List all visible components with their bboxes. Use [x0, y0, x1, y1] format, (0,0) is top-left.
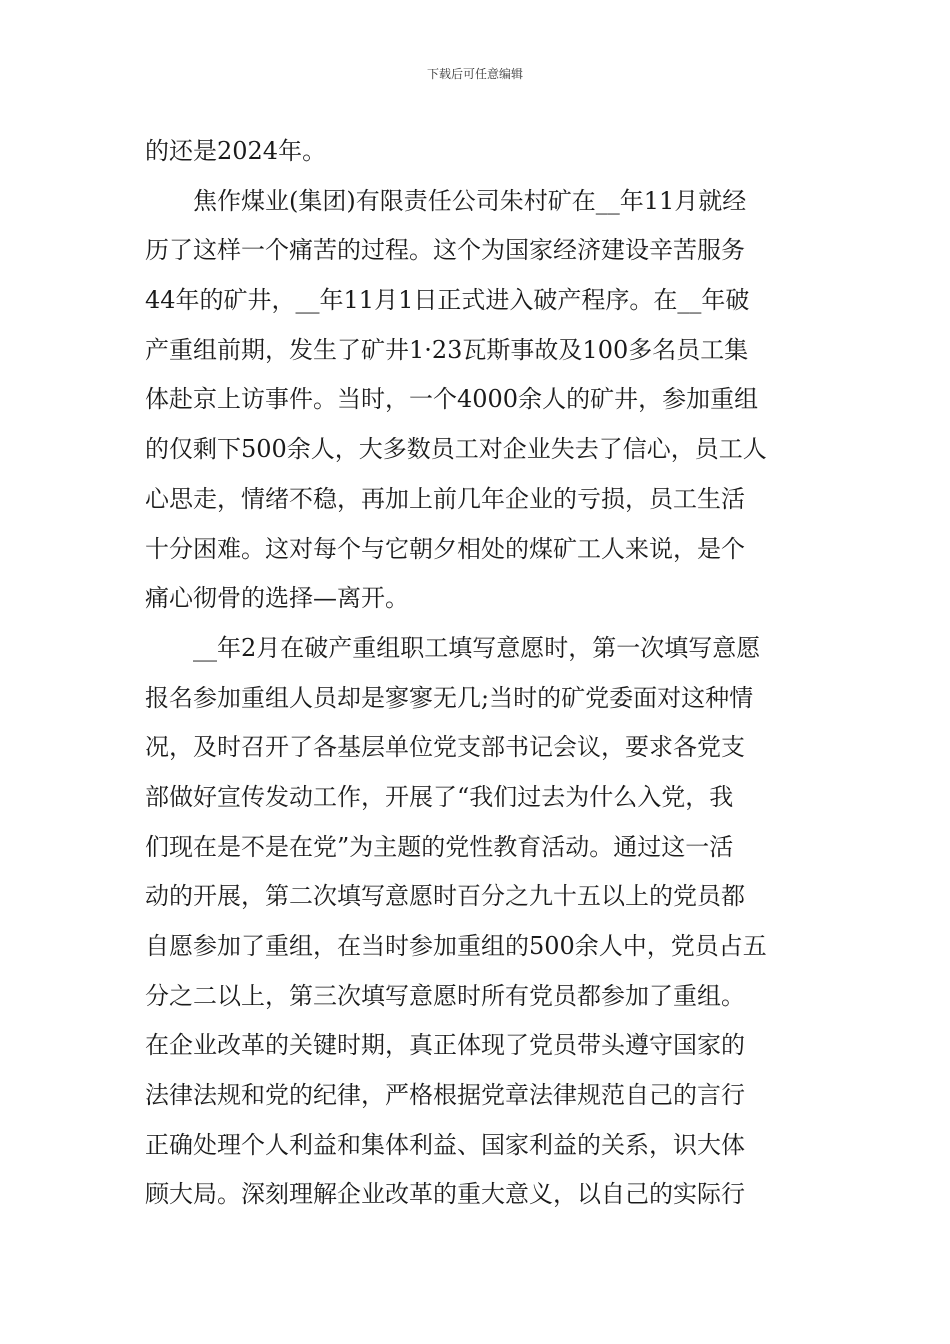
text-line: 自愿参加了重组，在当时参加重组的500余人中，党员占五: [145, 932, 767, 960]
text-line: 焦作煤业(集团)有限责任公司朱村矿在__年11月就经: [193, 186, 747, 215]
text-line: 心思走，情绪不稳，再加上前几年企业的亏损，员工生活: [145, 484, 745, 513]
document-body: [145, 127, 810, 1220]
text-line: 正确处理个人利益和集体利益、国家利益的关系，识大体: [145, 1130, 745, 1159]
text-line: 产重组前期，发生了矿井1·23瓦斯事故及100多名员工集: [145, 335, 749, 364]
text-line: 的仅剩下500余人，大多数员工对企业失去了信心，员工人: [145, 435, 767, 464]
page-header: 下载后可任意编辑: [426, 67, 523, 81]
text-line: 分之二以上，第三次填写意愿时所有党员都参加了重组。: [145, 981, 745, 1010]
text-line: __年2月在破产重组职工填写意愿时，第一次填写意愿: [193, 633, 761, 662]
text-line: 们现在是不是在党”为主题的党性教育活动。通过这一活: [145, 832, 734, 861]
text-line: 44年的矿井，__年11月1日正式进入破产程序。在__年破: [145, 286, 750, 315]
text-line: 的还是2024年。: [145, 137, 327, 165]
text-line: 顾大局。深刻理解企业改革的重大意义，以自己的实际行: [145, 1180, 745, 1209]
text-line: 痛心彻骨的选择—离开。: [145, 584, 409, 613]
text-line: 部做好宣传发动工作，开展了“我们过去为什么入党，我: [145, 782, 734, 811]
text-line: 十分困难。这对每个与它朝夕相处的煤矿工人来说，是个: [145, 534, 745, 563]
text-line: 历了这样一个痛苦的过程。这个为国家经济建设辛苦服务: [145, 236, 745, 265]
text-line: 法律法规和党的纪律，严格根据党章法律规范自己的言行: [145, 1081, 745, 1110]
text-line: 在企业改革的关键时期，真正体现了党员带头遵守国家的: [145, 1031, 745, 1060]
text-line: 况，及时召开了各基层单位党支部书记会议，要求各党支: [145, 733, 745, 762]
text-line: 动的开展，第二次填写意愿时百分之九十五以上的党员都: [145, 882, 745, 911]
text-line: 体赴京上访事件。当时，一个4000余人的矿井，参加重组: [145, 385, 759, 414]
text-line: 报名参加重组人员却是寥寥无几;当时的矿党委面对这种情: [145, 683, 754, 712]
